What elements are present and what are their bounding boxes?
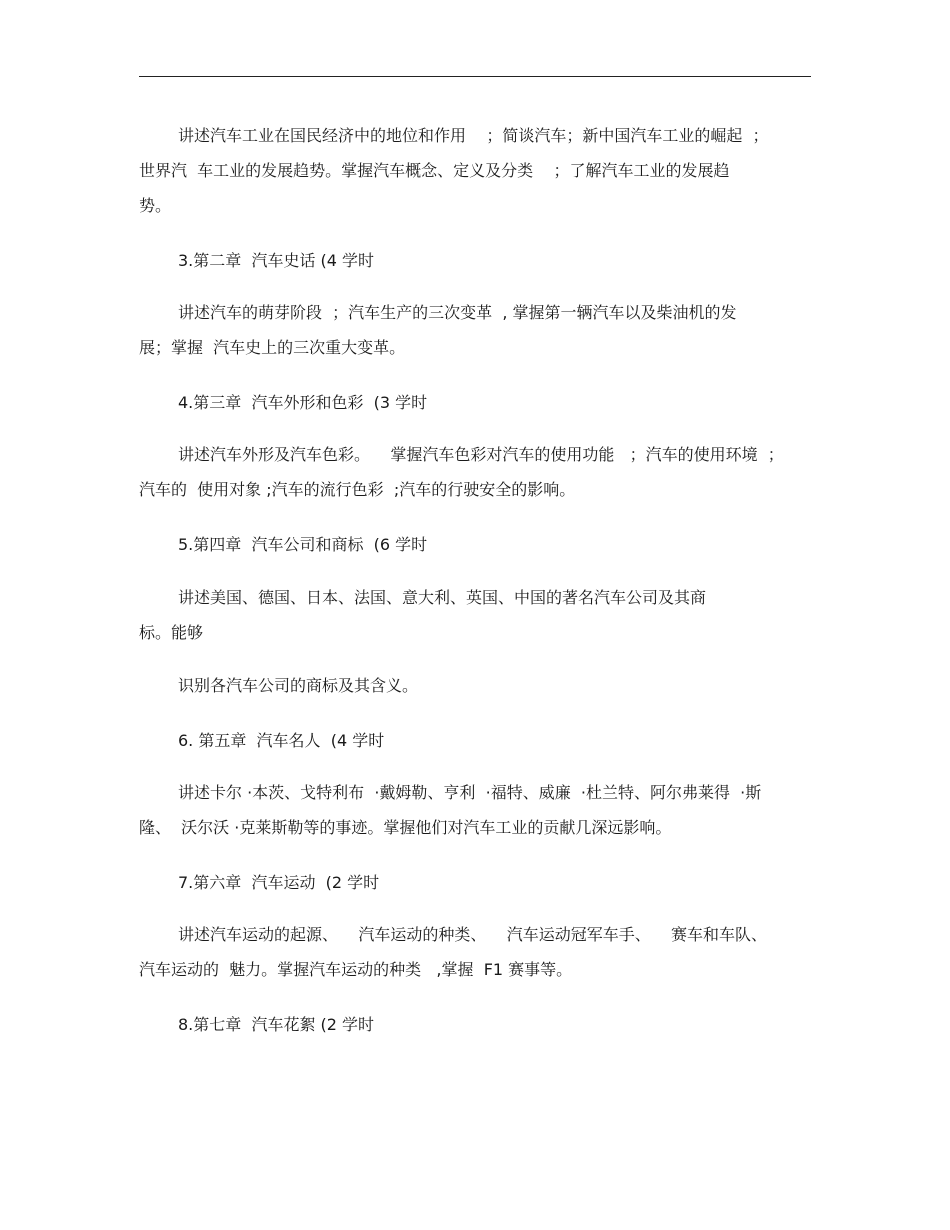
paragraph-line: 隆、 沃尔沃 ·克莱斯勒等的事迹。掌握他们对汽车工业的贡献几深远影响。 (139, 818, 672, 837)
paragraph-line: 汽车运动的 魅力。掌握汽车运动的种类 ,掌握 F1 赛事等。 (139, 960, 573, 979)
paragraph-line: 讲述汽车的萌芽阶段 ；汽车生产的三次变革 , 掌握第一辆汽车以及柴油机的发 (178, 303, 737, 322)
paragraph-line: 展；掌握 汽车史上的三次重大变革。 (139, 338, 406, 357)
chapter-heading: 6. 第五章 汽车名人 (4 学时 (178, 731, 385, 750)
chapter-heading: 3.第二章 汽车史话 (4 学时 (178, 251, 375, 270)
header-rule (139, 76, 811, 77)
paragraph-line: 讲述卡尔 ·本茨、戈特利布 ·戴姆勒、亨利 ·福特、威廉 ·杜兰特、阿尔弗莱得 ·斯 (178, 783, 762, 802)
paragraph-line: 势。 (139, 196, 172, 215)
chapter-heading: 4.第三章 汽车外形和色彩 (3 学时 (178, 393, 428, 412)
paragraph-line: 讲述汽车运动的起源、 汽车运动的种类、 汽车运动冠军车手、 赛车和车队、 (178, 925, 768, 944)
paragraph-line: 讲述汽车工业在国民经济中的地位和作用 ；简谈汽车；新中国汽车工业的崛起 ； (178, 126, 769, 145)
paragraph-line: 汽车的 使用对象 ;汽车的流行色彩 ;汽车的行驶安全的影响。 (139, 480, 576, 499)
paragraph-line: 识别各汽车公司的商标及其含义。 (178, 676, 419, 695)
paragraph-line: 标。能够 (139, 623, 204, 642)
chapter-heading: 5.第四章 汽车公司和商标 (6 学时 (178, 535, 428, 554)
paragraph-line: 世界汽 车工业的发展趋势。掌握汽车概念、定义及分类 ；了解汽车工业的发展趋 (139, 161, 730, 180)
chapter-heading: 8.第七章 汽车花絮 (2 学时 (178, 1015, 375, 1034)
chapter-heading: 7.第六章 汽车运动 (2 学时 (178, 873, 380, 892)
paragraph-line: 讲述汽车外形及汽车色彩。 掌握汽车色彩对汽车的使用功能 ；汽车的使用环境 ； (178, 445, 784, 464)
paragraph-line: 讲述美国、德国、日本、法国、意大利、英国、中国的著名汽车公司及其商 (178, 588, 707, 607)
